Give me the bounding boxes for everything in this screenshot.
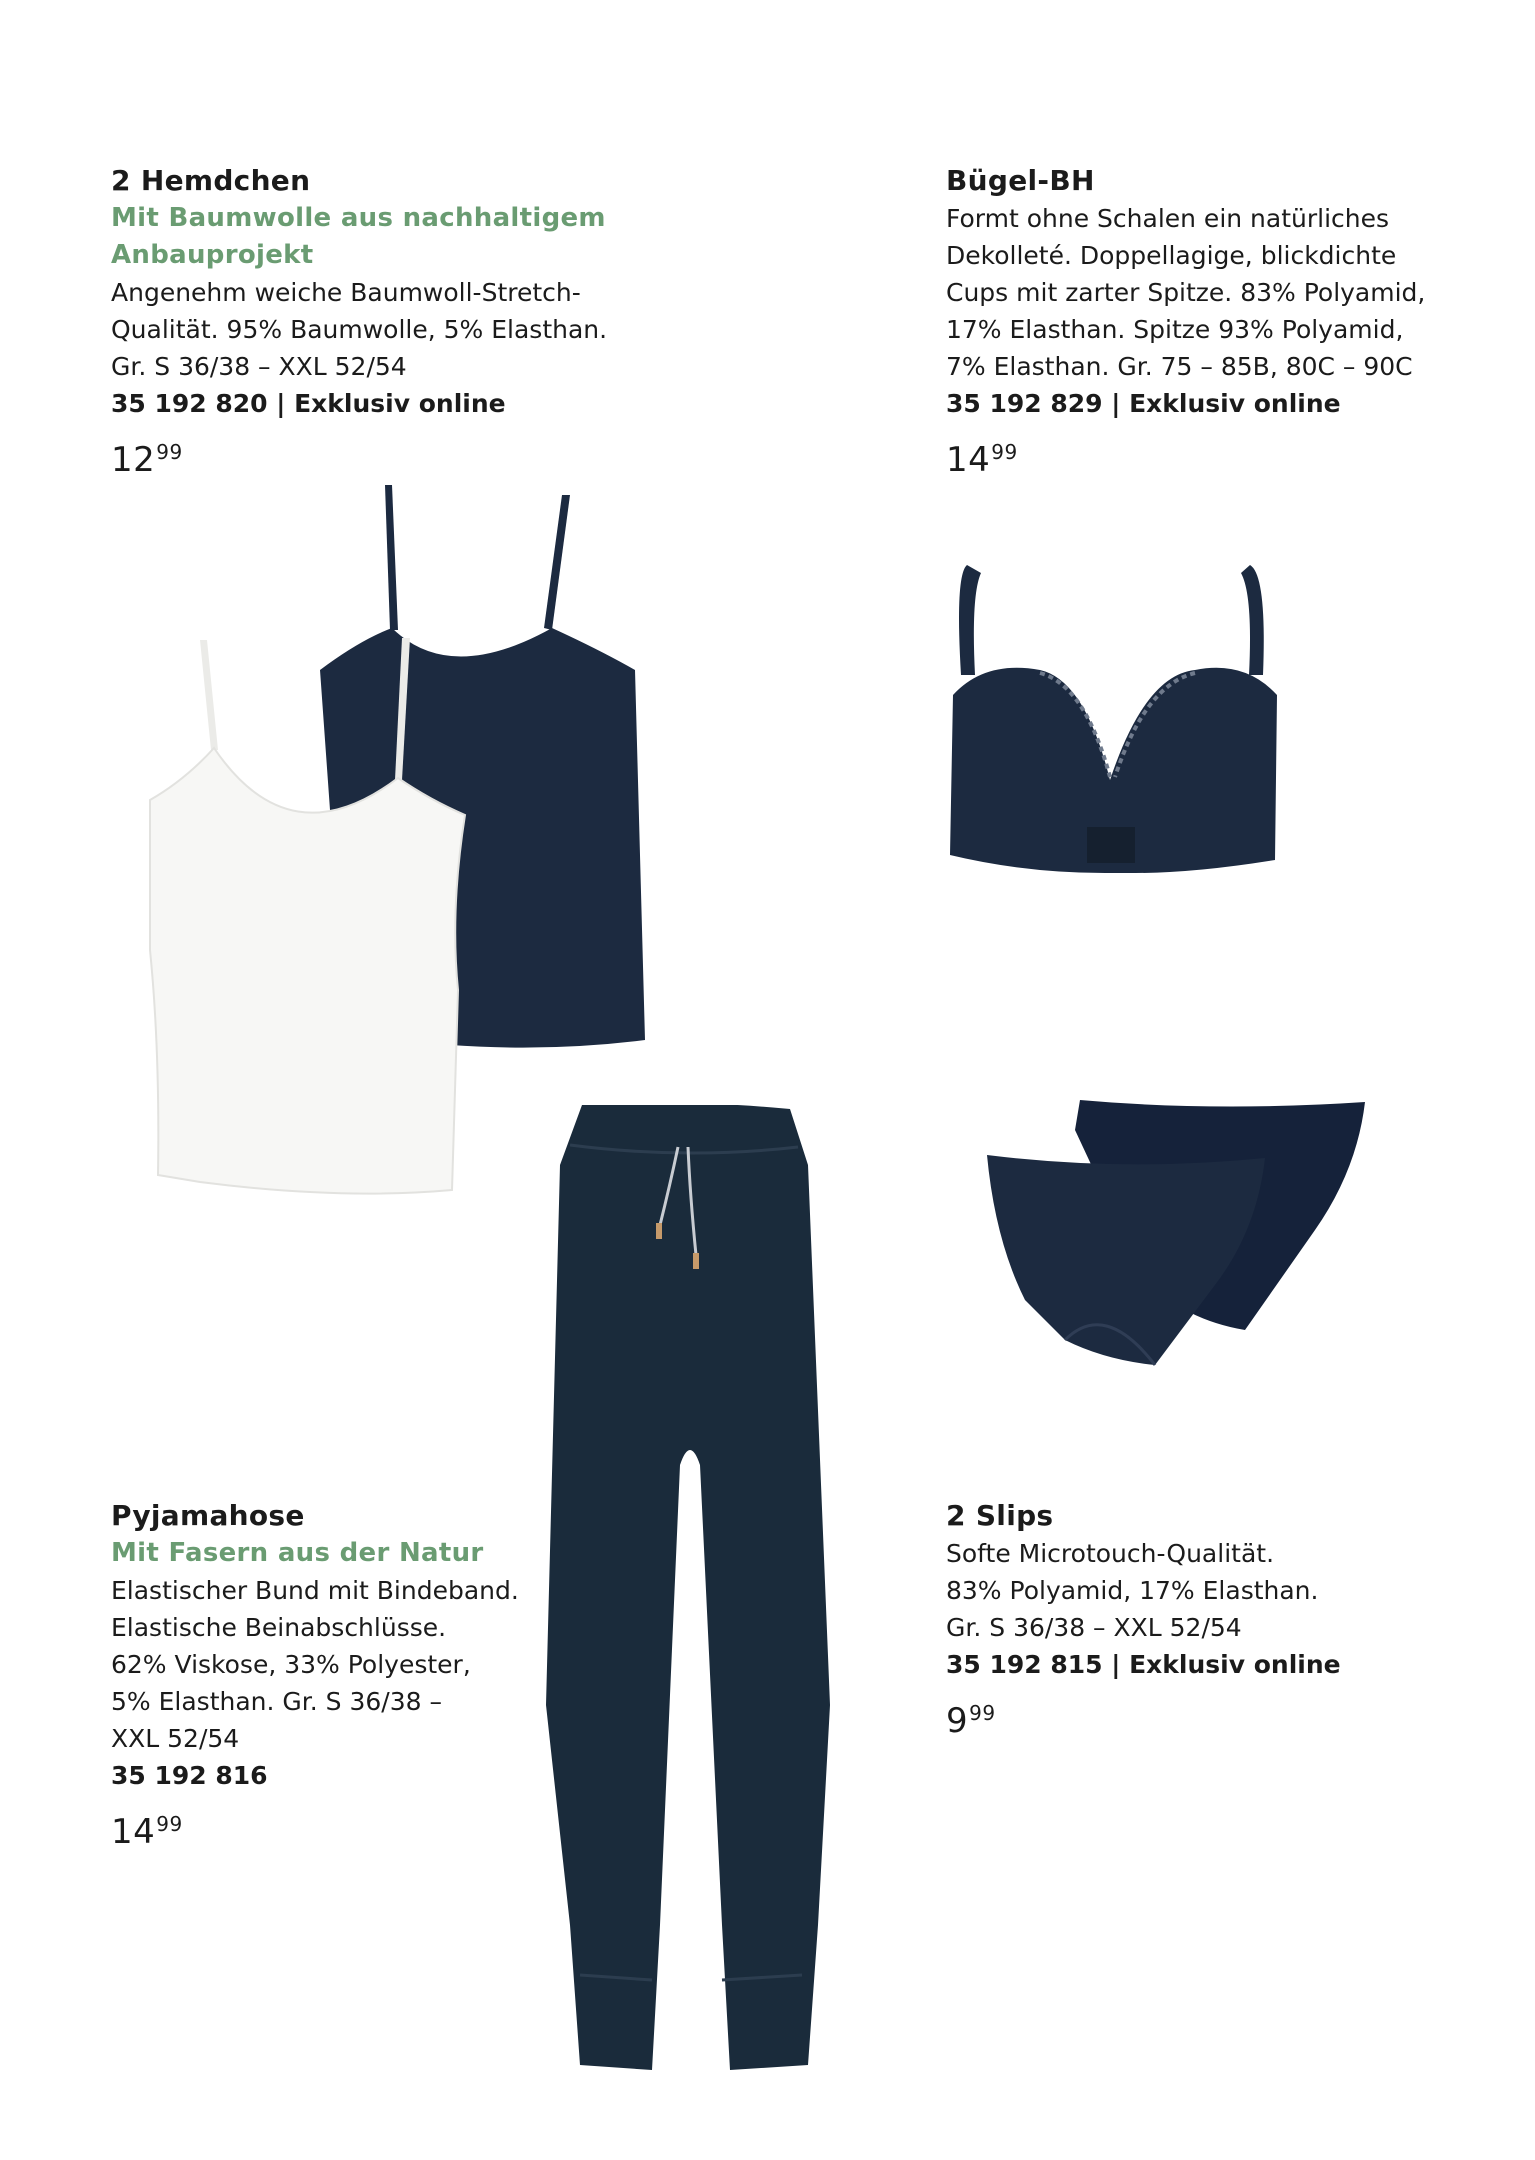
description-line: Gr. S 36/38 – XXL 52/54 bbox=[111, 352, 407, 381]
bra-image bbox=[945, 555, 1285, 885]
product-title: 2 Hemdchen bbox=[111, 164, 311, 197]
description-line: XXL 52/54 bbox=[111, 1724, 240, 1753]
description-line: Elastische Beinabschlüsse. bbox=[111, 1613, 447, 1642]
description-line: 5% Elasthan. Gr. S 36/38 – bbox=[111, 1687, 442, 1716]
price bbox=[946, 1691, 1506, 1743]
description-line: Qualität. 95% Baumwolle, 5% Elasthan. bbox=[111, 315, 608, 344]
product-title: Bügel-BH bbox=[946, 164, 1095, 197]
product-hemdchen bbox=[111, 162, 671, 482]
product-subtitle bbox=[111, 200, 671, 274]
product-description bbox=[946, 1535, 1506, 1646]
product-buegel-bh bbox=[946, 162, 1506, 482]
product-slips bbox=[946, 1497, 1506, 1743]
pyjama-pants-image bbox=[540, 1105, 830, 2095]
briefs-image bbox=[985, 1100, 1375, 1380]
product-title: Pyjamahose bbox=[111, 1499, 305, 1532]
price-main: 14 bbox=[946, 440, 991, 480]
subtitle-line: Mit Baumwolle aus nachhaltigem bbox=[111, 203, 606, 233]
description-line: 83% Polyamid, 17% Elasthan. bbox=[946, 1576, 1319, 1605]
subtitle-line: Anbauprojekt bbox=[111, 240, 314, 270]
price-main: 12 bbox=[111, 440, 156, 480]
price bbox=[111, 430, 671, 482]
article-number: 35 192 815 | Exklusiv online bbox=[946, 1650, 1341, 1679]
description-line: Cups mit zarter Spitze. 83% Polyamid, bbox=[946, 278, 1426, 307]
description-line: Softe Microtouch-Qualität. bbox=[946, 1539, 1275, 1568]
price-main: 9 bbox=[946, 1701, 969, 1741]
price bbox=[111, 1802, 571, 1854]
price-main: 14 bbox=[111, 1812, 156, 1852]
product-pyjamahose bbox=[111, 1497, 571, 1854]
description-line: 17% Elasthan. Spitze 93% Polyamid, bbox=[946, 315, 1404, 344]
white-camisole-image bbox=[140, 630, 470, 1200]
product-description bbox=[111, 1572, 571, 1757]
price-cents: 99 bbox=[156, 440, 183, 464]
description-line: 62% Viskose, 33% Polyester, bbox=[111, 1650, 471, 1679]
product-description bbox=[946, 200, 1506, 385]
description-line: Dekolleté. Doppellagige, blickdichte bbox=[946, 241, 1397, 270]
article-number: 35 192 816 bbox=[111, 1761, 268, 1790]
description-line: Angenehm weiche Baumwoll-Stretch- bbox=[111, 278, 581, 307]
article-number: 35 192 829 | Exklusiv online bbox=[946, 389, 1341, 418]
product-subtitle bbox=[111, 1535, 571, 1572]
product-title: 2 Slips bbox=[946, 1499, 1054, 1532]
subtitle-line: Mit Fasern aus der Natur bbox=[111, 1538, 484, 1568]
product-description bbox=[111, 274, 671, 385]
price-cents: 99 bbox=[156, 1812, 183, 1836]
description-line: Elastischer Bund mit Bindeband. bbox=[111, 1576, 519, 1605]
price-cents: 99 bbox=[969, 1701, 996, 1725]
price bbox=[946, 430, 1506, 482]
description-line: 7% Elasthan. Gr. 75 – 85B, 80C – 90C bbox=[946, 352, 1413, 381]
description-line: Formt ohne Schalen ein natürliches bbox=[946, 204, 1390, 233]
description-line: Gr. S 36/38 – XXL 52/54 bbox=[946, 1613, 1242, 1642]
price-cents: 99 bbox=[991, 440, 1018, 464]
article-number: 35 192 820 | Exklusiv online bbox=[111, 389, 506, 418]
